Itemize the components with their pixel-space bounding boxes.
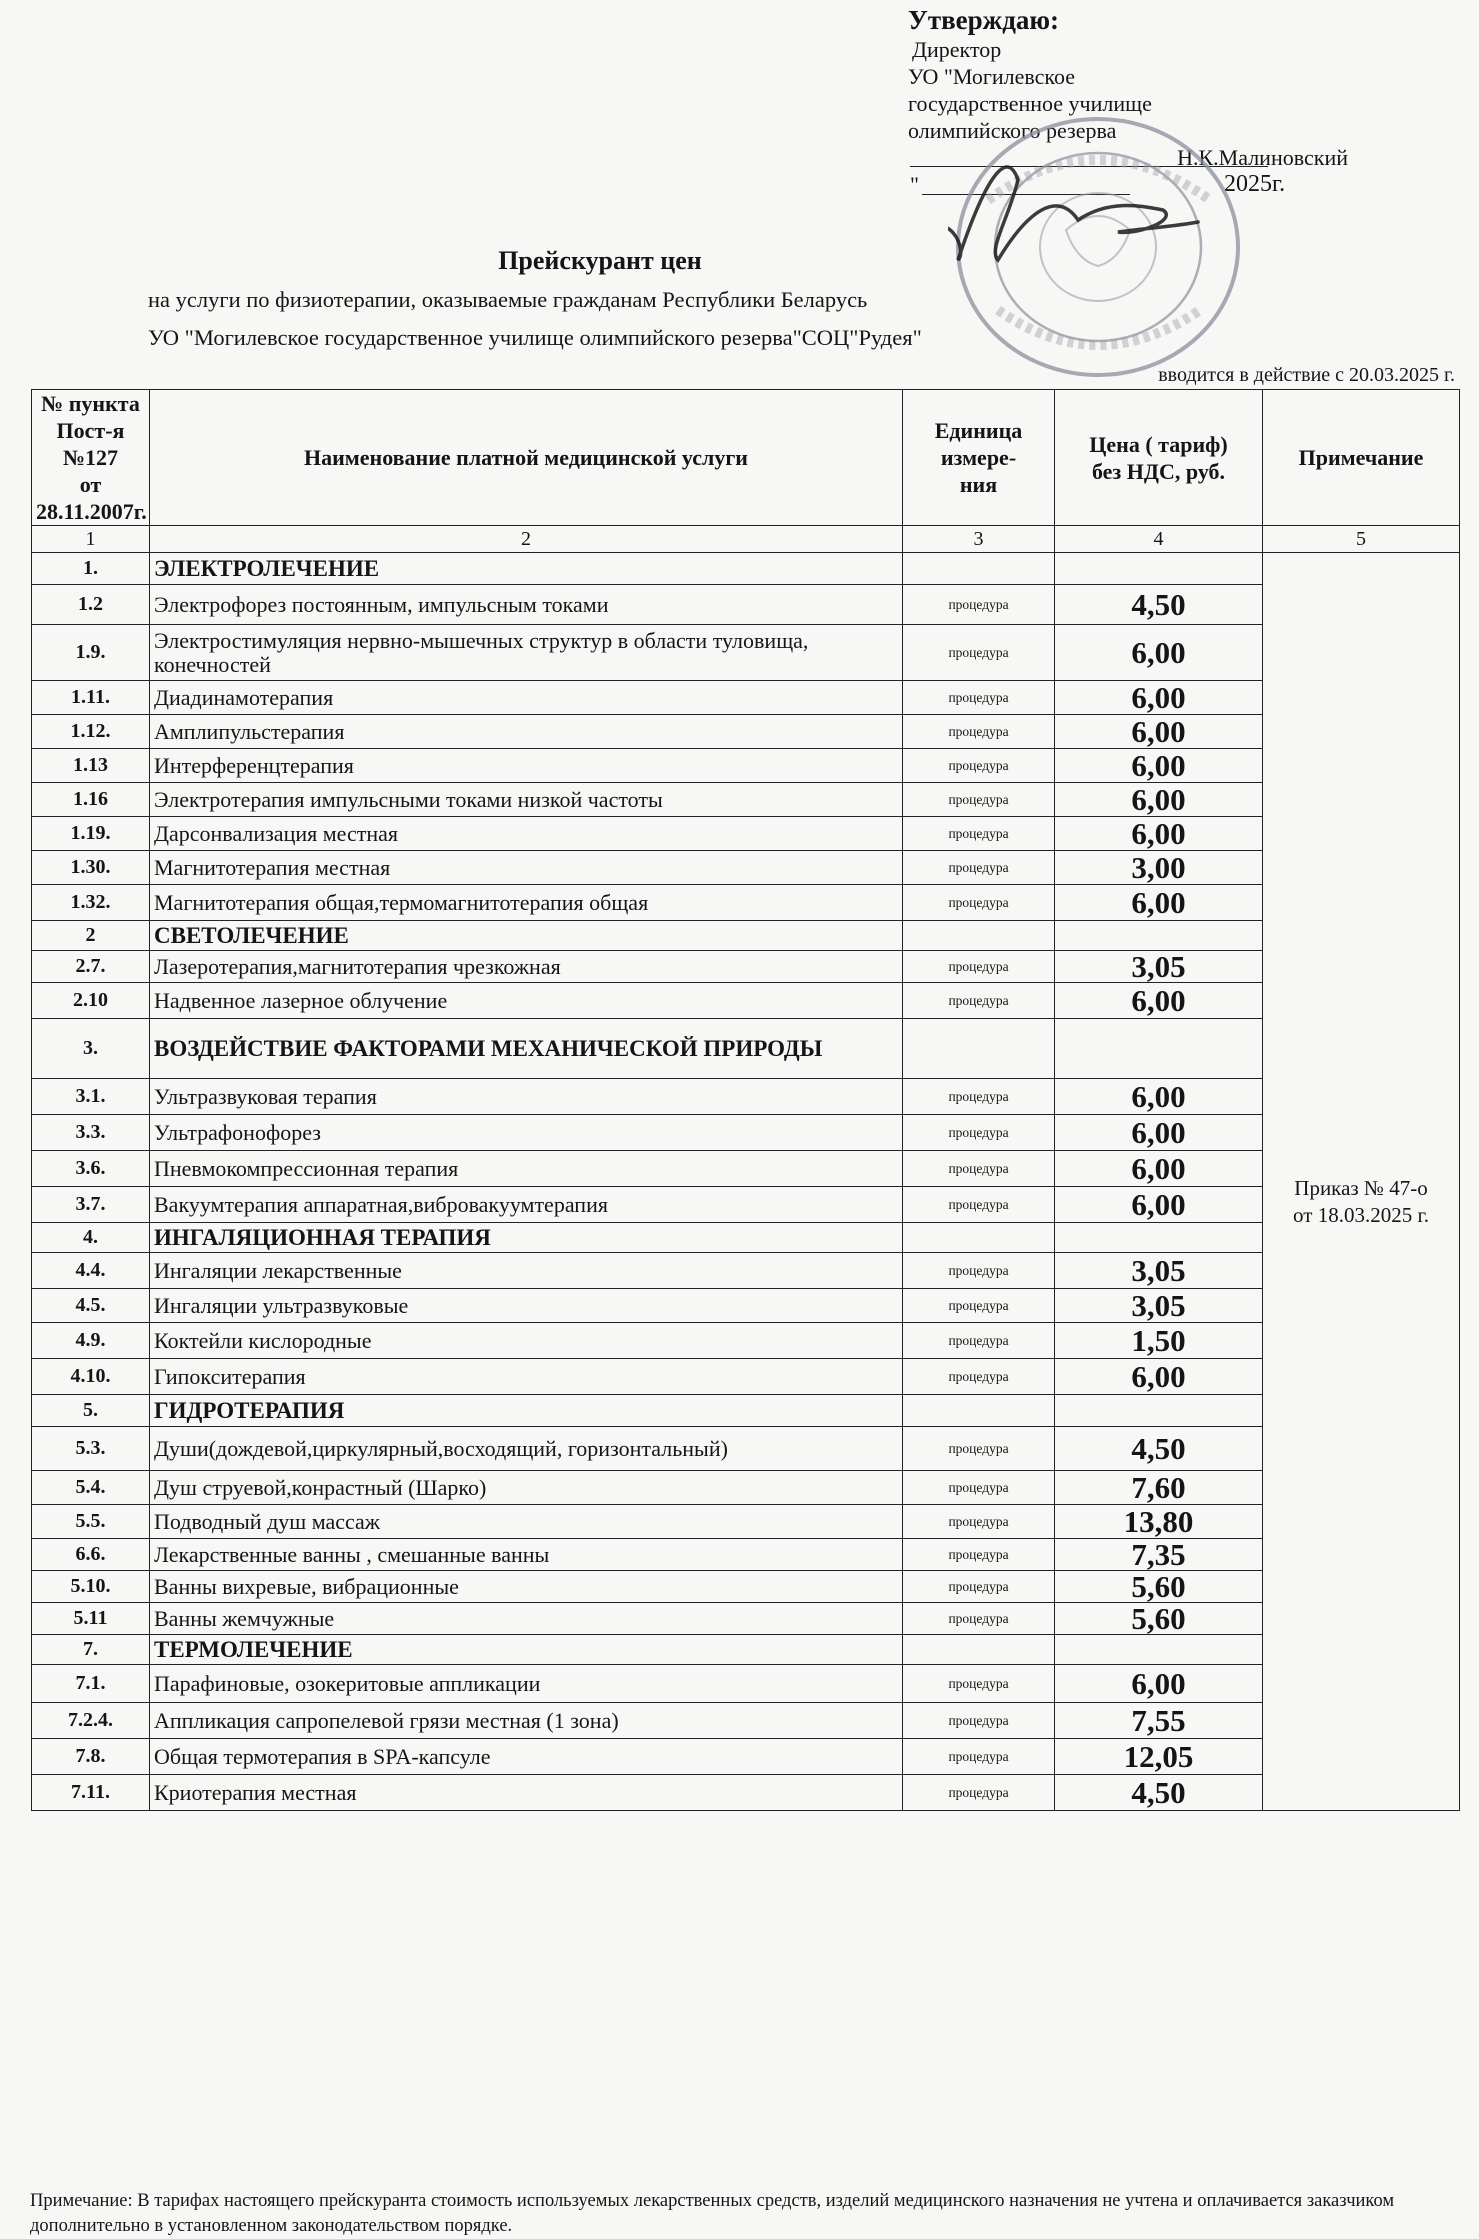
item-number: 1.2: [32, 585, 150, 625]
service-name: Души(дождевой,циркулярный,восходящий, горизонтальный): [150, 1427, 903, 1471]
header-num: № пункта Пост-я №127 от 28.11.2007г.: [32, 390, 150, 526]
price-cell: [1055, 553, 1263, 585]
service-name: Амплипульстерапия: [150, 715, 903, 749]
approval-line-org2: государственное училище: [908, 91, 1152, 116]
table-row: [32, 681, 1460, 715]
unit-cell: процедура: [903, 1359, 1055, 1395]
table-row: [32, 783, 1460, 817]
item-number: 3.6.: [32, 1151, 150, 1187]
service-name: Ванны жемчужные: [150, 1603, 903, 1635]
service-name: Подводный душ массаж: [150, 1505, 903, 1539]
column-numbers-row: [32, 526, 1460, 553]
unit-cell: процедура: [903, 1571, 1055, 1603]
price-cell: 3,00: [1055, 851, 1263, 885]
item-number: 3.: [32, 1019, 150, 1079]
price-cell: 4,50: [1055, 585, 1263, 625]
price-cell: 4,50: [1055, 1427, 1263, 1471]
approval-date: [908, 171, 1348, 201]
unit-cell: [903, 1223, 1055, 1253]
price-cell: 6,00: [1055, 1665, 1263, 1703]
unit-cell: процедура: [903, 983, 1055, 1019]
price-cell: 7,60: [1055, 1471, 1263, 1505]
item-number: 7.: [32, 1635, 150, 1665]
item-number: 1.11.: [32, 681, 150, 715]
item-number: 7.2.4.: [32, 1703, 150, 1739]
service-name: Электростимуляция нервно-мышечных структур в области туловища, конечностей: [150, 625, 903, 681]
price-cell: 6,00: [1055, 783, 1263, 817]
approval-line-position: Директор: [912, 37, 1002, 62]
unit-cell: процедура: [903, 885, 1055, 921]
item-number: 1.30.: [32, 851, 150, 885]
service-name: Общая термотерапия в SPA-капсуле: [150, 1739, 903, 1775]
header-price: Цена ( тариф) без НДС, руб.: [1055, 390, 1263, 526]
table-row: [32, 1289, 1460, 1323]
item-number: 3.1.: [32, 1079, 150, 1115]
footnote: Примечание: В тарифах настоящего прейскуранта стоимость используемых лекарственных средств, изделий медицинского назначения не учтена и оплачивается заказчиком дополнительно в установленном законодательством порядке.: [30, 2191, 1395, 2236]
table-row: [32, 715, 1460, 749]
service-name: Электрофорез постоянным, импульсным токами: [150, 585, 903, 625]
approval-line-org3: олимпийского резерва: [908, 118, 1117, 143]
item-number: 3.3.: [32, 1115, 150, 1151]
item-number: 4.9.: [32, 1323, 150, 1359]
section-title: ЭЛЕКТРОЛЕЧЕНИЕ: [150, 553, 903, 585]
table-row: [32, 1665, 1460, 1703]
unit-cell: процедура: [903, 1703, 1055, 1739]
section-title: ГИДРОТЕРАПИЯ: [150, 1395, 903, 1427]
table-header-row: [32, 390, 1460, 526]
unit-cell: [903, 1395, 1055, 1427]
price-cell: 1,50: [1055, 1323, 1263, 1359]
table-row: [32, 951, 1460, 983]
unit-cell: процедура: [903, 817, 1055, 851]
section-title: ТЕРМОЛЕЧЕНИЕ: [150, 1635, 903, 1665]
service-name: Ультразвуковая терапия: [150, 1079, 903, 1115]
price-cell: 6,00: [1055, 1151, 1263, 1187]
item-number: 7.11.: [32, 1775, 150, 1811]
section-row: [32, 1019, 1460, 1079]
table-row: [32, 1253, 1460, 1289]
service-name: Лазеротерапия,магнитотерапия чрезкожная: [150, 951, 903, 983]
signature-line: [908, 144, 1348, 171]
item-number: 4.4.: [32, 1253, 150, 1289]
unit-cell: [903, 1019, 1055, 1079]
service-name: Вакуумтерапия аппаратная,вибровакуумтерапия: [150, 1187, 903, 1223]
table-row: [32, 749, 1460, 783]
price-cell: 5,60: [1055, 1603, 1263, 1635]
price-cell: 13,80: [1055, 1505, 1263, 1539]
unit-cell: процедура: [903, 1253, 1055, 1289]
table-row: [32, 983, 1460, 1019]
unit-cell: процедура: [903, 1151, 1055, 1187]
price-cell: 3,05: [1055, 951, 1263, 983]
unit-cell: процедура: [903, 1323, 1055, 1359]
table-row: [32, 851, 1460, 885]
table-row: [32, 625, 1460, 681]
service-name: Надвенное лазерное облучение: [150, 983, 903, 1019]
item-number: 1.19.: [32, 817, 150, 851]
service-name: Гипокситерапия: [150, 1359, 903, 1395]
document-title: Прейскурант цен: [498, 246, 702, 275]
service-name: Парафиновые, озокеритовые аппликации: [150, 1665, 903, 1703]
item-number: 6.6.: [32, 1539, 150, 1571]
table-row: [32, 1739, 1460, 1775]
item-number: 5.5.: [32, 1505, 150, 1539]
unit-cell: [903, 553, 1055, 585]
price-cell: [1055, 1223, 1263, 1253]
unit-cell: процедура: [903, 851, 1055, 885]
item-number: 4.10.: [32, 1359, 150, 1395]
item-number: 1.32.: [32, 885, 150, 921]
service-name: Магнитотерапия местная: [150, 851, 903, 885]
item-number: 1.12.: [32, 715, 150, 749]
item-number: 4.: [32, 1223, 150, 1253]
unit-cell: процедура: [903, 1289, 1055, 1323]
unit-cell: процедура: [903, 1471, 1055, 1505]
service-name: Интерференцтерапия: [150, 749, 903, 783]
unit-cell: процедура: [903, 625, 1055, 681]
price-cell: 6,00: [1055, 1359, 1263, 1395]
item-number: 5.10.: [32, 1571, 150, 1603]
price-cell: 6,00: [1055, 625, 1263, 681]
price-cell: [1055, 921, 1263, 951]
section-title: ИНГАЛЯЦИОННАЯ ТЕРАПИЯ: [150, 1223, 903, 1253]
service-name: Магнитотерапия общая,термомагнитотерапия общая: [150, 885, 903, 921]
table-row: [32, 885, 1460, 921]
unit-cell: процедура: [903, 1505, 1055, 1539]
price-cell: 6,00: [1055, 983, 1263, 1019]
table-row: [32, 1187, 1460, 1223]
col-number: 1: [32, 526, 150, 553]
section-row: [32, 1223, 1460, 1253]
date-year: 2025г.: [1224, 171, 1286, 197]
item-number: 1.16: [32, 783, 150, 817]
approval-block: [908, 4, 1348, 201]
price-cell: 6,00: [1055, 715, 1263, 749]
price-cell: 6,00: [1055, 1187, 1263, 1223]
col-number: 3: [903, 526, 1055, 553]
unit-cell: [903, 921, 1055, 951]
service-name: Дарсонвализация местная: [150, 817, 903, 851]
price-cell: 6,00: [1055, 1079, 1263, 1115]
document-subtitle-2: УО "Могилевское государственное училище олимпийского резерва"СОЦ"Рудея": [148, 325, 922, 350]
service-name: Криотерапия местная: [150, 1775, 903, 1811]
note-cell: Приказ № 47-о от 18.03.2025 г.: [1263, 553, 1460, 1811]
table-row: [32, 1703, 1460, 1739]
price-cell: 3,05: [1055, 1289, 1263, 1323]
unit-cell: [903, 1635, 1055, 1665]
unit-cell: процедура: [903, 783, 1055, 817]
table-row: [32, 1115, 1460, 1151]
unit-cell: процедура: [903, 1739, 1055, 1775]
service-name: Душ струевой,конрастный (Шарко): [150, 1471, 903, 1505]
item-number: 2.10: [32, 983, 150, 1019]
table-row: [32, 585, 1460, 625]
unit-cell: процедура: [903, 1775, 1055, 1811]
header-unit: Единица измере- ния: [903, 390, 1055, 526]
section-row: [32, 1395, 1460, 1427]
service-name: Аппликация сапропелевой грязи местная (1 зона): [150, 1703, 903, 1739]
item-number: 4.5.: [32, 1289, 150, 1323]
approval-title: Утверждаю:: [908, 5, 1060, 35]
unit-cell: процедура: [903, 1427, 1055, 1471]
service-name: Ванны вихревые, вибрационные: [150, 1571, 903, 1603]
col-number: 2: [150, 526, 903, 553]
signer-name: Н.К.Малиновский: [1177, 145, 1348, 170]
section-row: [32, 553, 1460, 585]
price-cell: 6,00: [1055, 885, 1263, 921]
price-cell: 6,00: [1055, 817, 1263, 851]
unit-cell: процедура: [903, 1665, 1055, 1703]
approval-line-org: УО "Могилевское: [908, 64, 1076, 89]
unit-cell: процедура: [903, 715, 1055, 749]
section-row: [32, 1635, 1460, 1665]
table-row: [32, 1079, 1460, 1115]
item-number: 2: [32, 921, 150, 951]
item-number: 1.: [32, 553, 150, 585]
price-cell: 5,60: [1055, 1571, 1263, 1603]
header-note: Примечание: [1263, 390, 1460, 526]
item-number: 2.7.: [32, 951, 150, 983]
section-row: [32, 921, 1460, 951]
service-name: Электротерапия импульсными токами низкой частоты: [150, 783, 903, 817]
table-row: [32, 1359, 1460, 1395]
service-name: Диадинамотерапия: [150, 681, 903, 715]
price-cell: 7,35: [1055, 1539, 1263, 1571]
item-number: 7.1.: [32, 1665, 150, 1703]
service-name: Ультрафонофорез: [150, 1115, 903, 1151]
table-row: [32, 1427, 1460, 1471]
unit-cell: процедура: [903, 1187, 1055, 1223]
table-row: [32, 1571, 1460, 1603]
price-table: [31, 389, 1460, 1811]
price-cell: [1055, 1019, 1263, 1079]
unit-cell: процедура: [903, 951, 1055, 983]
price-cell: 6,00: [1055, 1115, 1263, 1151]
item-number: 5.3.: [32, 1427, 150, 1471]
table-row: [32, 1151, 1460, 1187]
table-row: [32, 1539, 1460, 1571]
table-row: [32, 817, 1460, 851]
item-number: 3.7.: [32, 1187, 150, 1223]
item-number: 1.13: [32, 749, 150, 783]
table-row: [32, 1603, 1460, 1635]
header-name: Наименование платной медицинской услуги: [150, 390, 903, 526]
unit-cell: процедура: [903, 1539, 1055, 1571]
price-cell: 6,00: [1055, 749, 1263, 783]
price-cell: 7,55: [1055, 1703, 1263, 1739]
price-cell: 12,05: [1055, 1739, 1263, 1775]
price-cell: 6,00: [1055, 681, 1263, 715]
unit-cell: процедура: [903, 749, 1055, 783]
service-name: Ингаляции ультразвуковые: [150, 1289, 903, 1323]
section-title: СВЕТОЛЕЧЕНИЕ: [150, 921, 903, 951]
service-name: Пневмокомпрессионная терапия: [150, 1151, 903, 1187]
section-title: ВОЗДЕЙСТВИЕ ФАКТОРАМИ МЕХАНИЧЕСКОЙ ПРИРОДЫ: [150, 1019, 903, 1079]
unit-cell: процедура: [903, 681, 1055, 715]
col-number: 5: [1263, 526, 1460, 553]
unit-cell: процедура: [903, 1115, 1055, 1151]
price-cell: 3,05: [1055, 1253, 1263, 1289]
service-name: Лекарственные ванны , смешанные ванны: [150, 1539, 903, 1571]
price-cell: [1055, 1635, 1263, 1665]
unit-cell: процедура: [903, 1079, 1055, 1115]
col-number: 4: [1055, 526, 1263, 553]
item-number: 5.: [32, 1395, 150, 1427]
price-cell: [1055, 1395, 1263, 1427]
date-quote: ": [910, 172, 919, 197]
item-number: 5.11: [32, 1603, 150, 1635]
service-name: Коктейли кислородные: [150, 1323, 903, 1359]
service-name: Ингаляции лекарственные: [150, 1253, 903, 1289]
item-number: 1.9.: [32, 625, 150, 681]
item-number: 7.8.: [32, 1739, 150, 1775]
document-subtitle-1: на услуги по физиотерапии, оказываемые гражданам Республики Беларусь: [148, 287, 868, 312]
table-row: [32, 1505, 1460, 1539]
item-number: 5.4.: [32, 1471, 150, 1505]
price-cell: 4,50: [1055, 1775, 1263, 1811]
unit-cell: процедура: [903, 1603, 1055, 1635]
table-row: [32, 1323, 1460, 1359]
effective-date: вводится в действие с 20.03.2025 г.: [1158, 364, 1455, 386]
table-row: [32, 1471, 1460, 1505]
unit-cell: процедура: [903, 585, 1055, 625]
table-row: [32, 1775, 1460, 1811]
